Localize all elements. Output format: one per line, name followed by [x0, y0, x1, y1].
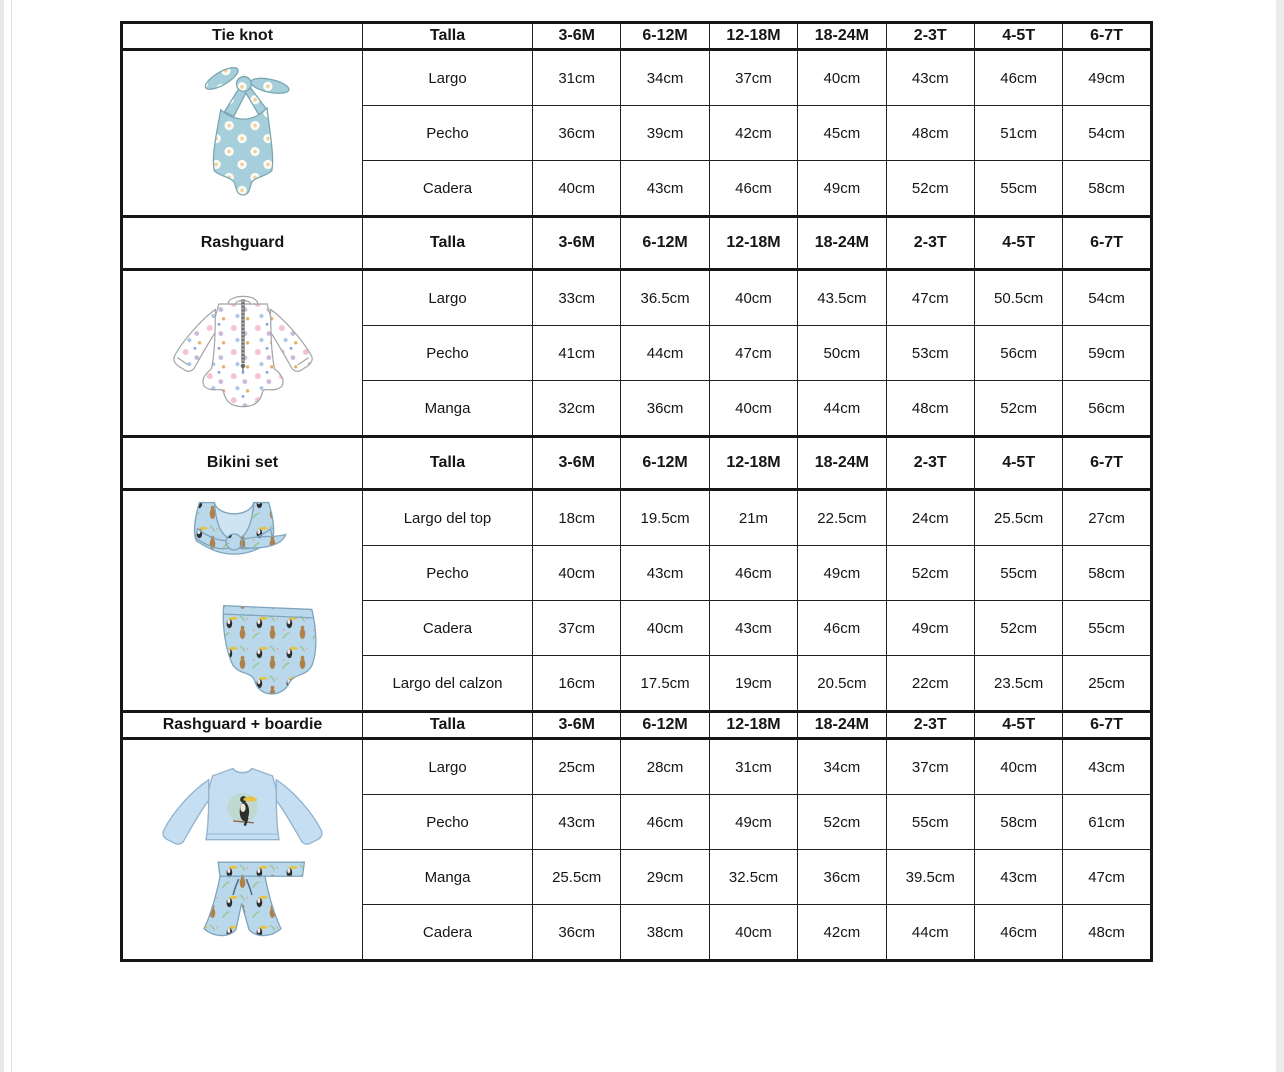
measurement-value: 32.5cm	[709, 850, 797, 905]
measurement-value: 46cm	[621, 795, 709, 850]
section-header-row	[122, 437, 1152, 490]
section-header-row	[122, 23, 1152, 50]
measurement-value: 25.5cm	[533, 850, 621, 905]
measurement-value: 58cm	[974, 795, 1062, 850]
measurement-value: 40cm	[974, 739, 1062, 795]
size-column-header: 6-12M	[621, 712, 709, 739]
size-column-header: 3-6M	[533, 437, 621, 490]
rashguard-boardie-set-illustration	[130, 741, 355, 959]
measurement-value: 49cm	[798, 546, 886, 601]
measurement-value: 27cm	[1063, 490, 1151, 546]
measurement-value: 29cm	[621, 850, 709, 905]
measurement-value: 44cm	[621, 326, 709, 381]
size-label-header: Talla	[363, 437, 533, 490]
measurement-value: 21m	[709, 490, 797, 546]
measurement-value: 50cm	[798, 326, 886, 381]
measurement-row	[122, 739, 1152, 795]
measurement-value: 19cm	[709, 656, 797, 712]
measurement-value: 24cm	[886, 490, 974, 546]
measurement-value: 54cm	[1063, 106, 1151, 161]
measurement-label: Largo	[363, 50, 533, 106]
section-header-row	[122, 712, 1152, 739]
measurement-value: 51cm	[974, 106, 1062, 161]
size-column-header: 6-12M	[621, 23, 709, 50]
size-column-header: 4-5T	[974, 712, 1062, 739]
product-name: Bikini set	[122, 437, 363, 490]
measurement-value: 43cm	[974, 850, 1062, 905]
size-column-header: 2-3T	[886, 712, 974, 739]
measurement-value: 43cm	[621, 161, 709, 217]
product-name: Rashguard + boardie	[122, 712, 363, 739]
size-column-header: 18-24M	[798, 23, 886, 50]
measurement-value: 52cm	[974, 381, 1062, 437]
size-column-header: 2-3T	[886, 437, 974, 490]
page-left-margin-line	[11, 0, 12, 1072]
measurement-label: Largo del calzon	[363, 656, 533, 712]
measurement-value: 16cm	[533, 656, 621, 712]
measurement-value: 58cm	[1063, 161, 1151, 217]
measurement-value: 23.5cm	[974, 656, 1062, 712]
bikini-set-illustration	[122, 490, 363, 712]
measurement-label: Cadera	[363, 601, 533, 656]
measurement-value: 37cm	[709, 50, 797, 106]
measurement-value: 40cm	[709, 270, 797, 326]
measurement-value: 39.5cm	[886, 850, 974, 905]
measurement-value: 22.5cm	[798, 490, 886, 546]
measurement-value: 32cm	[533, 381, 621, 437]
rashguard-swimsuit-illustration	[122, 270, 363, 437]
tie-knot-swimsuit-illustration	[132, 53, 354, 213]
measurement-value: 50.5cm	[974, 270, 1062, 326]
measurement-value: 36cm	[798, 850, 886, 905]
page-left-edge	[0, 0, 4, 1072]
measurement-value: 43cm	[1063, 739, 1151, 795]
measurement-label: Manga	[363, 381, 533, 437]
measurement-value: 36cm	[621, 381, 709, 437]
measurement-value: 40cm	[533, 546, 621, 601]
size-label-header: Talla	[363, 217, 533, 270]
size-chart-body	[122, 23, 1152, 961]
measurement-value: 46cm	[974, 905, 1062, 961]
measurement-value: 58cm	[1063, 546, 1151, 601]
measurement-value: 40cm	[709, 381, 797, 437]
measurement-value: 40cm	[533, 161, 621, 217]
size-label-header: Talla	[363, 23, 533, 50]
measurement-value: 56cm	[974, 326, 1062, 381]
measurement-value: 40cm	[709, 905, 797, 961]
measurement-value: 28cm	[621, 739, 709, 795]
measurement-value: 46cm	[798, 601, 886, 656]
measurement-value: 37cm	[533, 601, 621, 656]
size-column-header: 6-7T	[1063, 437, 1151, 490]
measurement-label: Cadera	[363, 905, 533, 961]
measurement-value: 61cm	[1063, 795, 1151, 850]
measurement-value: 25cm	[533, 739, 621, 795]
measurement-value: 45cm	[798, 106, 886, 161]
size-column-header: 4-5T	[974, 437, 1062, 490]
product-name: Rashguard	[122, 217, 363, 270]
measurement-value: 55cm	[974, 546, 1062, 601]
measurement-label: Pecho	[363, 326, 533, 381]
measurement-value: 47cm	[709, 326, 797, 381]
size-column-header: 2-3T	[886, 217, 974, 270]
section-header-row	[122, 217, 1152, 270]
measurement-value: 52cm	[886, 546, 974, 601]
measurement-value: 36.5cm	[621, 270, 709, 326]
measurement-value: 43cm	[533, 795, 621, 850]
measurement-value: 49cm	[798, 161, 886, 217]
measurement-value: 54cm	[1063, 270, 1151, 326]
size-chart-table	[120, 21, 1153, 962]
measurement-value: 49cm	[886, 601, 974, 656]
measurement-value: 52cm	[886, 161, 974, 217]
measurement-value: 41cm	[533, 326, 621, 381]
measurement-value: 31cm	[709, 739, 797, 795]
measurement-value: 48cm	[886, 381, 974, 437]
measurement-value: 42cm	[798, 905, 886, 961]
measurement-value: 25cm	[1063, 656, 1151, 712]
measurement-value: 40cm	[621, 601, 709, 656]
product-name: Tie knot	[122, 23, 363, 50]
measurement-value: 20.5cm	[798, 656, 886, 712]
measurement-label: Pecho	[363, 795, 533, 850]
measurement-value: 36cm	[533, 905, 621, 961]
tie-knot-swimsuit-illustration	[122, 50, 363, 217]
measurement-value: 36cm	[533, 106, 621, 161]
measurement-value: 44cm	[886, 905, 974, 961]
size-column-header: 6-12M	[621, 437, 709, 490]
measurement-value: 38cm	[621, 905, 709, 961]
size-column-header: 3-6M	[533, 217, 621, 270]
measurement-value: 47cm	[886, 270, 974, 326]
measurement-value: 48cm	[1063, 905, 1151, 961]
measurement-value: 44cm	[798, 381, 886, 437]
size-label-header: Talla	[363, 712, 533, 739]
measurement-row	[122, 490, 1152, 546]
measurement-value: 34cm	[621, 50, 709, 106]
size-column-header: 6-12M	[621, 217, 709, 270]
size-column-header: 12-18M	[709, 23, 797, 50]
measurement-value: 49cm	[709, 795, 797, 850]
measurement-value: 37cm	[886, 739, 974, 795]
size-column-header: 6-7T	[1063, 23, 1151, 50]
measurement-value: 46cm	[709, 546, 797, 601]
page-right-edge	[1276, 0, 1284, 1072]
rashguard-swimsuit-illustration	[132, 273, 354, 433]
size-column-header: 6-7T	[1063, 217, 1151, 270]
measurement-value: 19.5cm	[621, 490, 709, 546]
measurement-value: 47cm	[1063, 850, 1151, 905]
measurement-value: 46cm	[974, 50, 1062, 106]
size-column-header: 4-5T	[974, 23, 1062, 50]
measurement-value: 40cm	[798, 50, 886, 106]
measurement-value: 43cm	[621, 546, 709, 601]
size-column-header: 12-18M	[709, 712, 797, 739]
size-column-header: 2-3T	[886, 23, 974, 50]
measurement-label: Pecho	[363, 546, 533, 601]
measurement-value: 25.5cm	[974, 490, 1062, 546]
measurement-value: 49cm	[1063, 50, 1151, 106]
measurement-value: 59cm	[1063, 326, 1151, 381]
measurement-value: 48cm	[886, 106, 974, 161]
measurement-value: 43cm	[709, 601, 797, 656]
measurement-row	[122, 270, 1152, 326]
measurement-value: 52cm	[974, 601, 1062, 656]
size-column-header: 18-24M	[798, 437, 886, 490]
measurement-value: 39cm	[621, 106, 709, 161]
measurement-value: 55cm	[886, 795, 974, 850]
size-column-header: 4-5T	[974, 217, 1062, 270]
size-column-header: 12-18M	[709, 217, 797, 270]
measurement-value: 56cm	[1063, 381, 1151, 437]
measurement-value: 17.5cm	[621, 656, 709, 712]
measurement-label: Pecho	[363, 106, 533, 161]
measurement-value: 46cm	[709, 161, 797, 217]
measurement-value: 18cm	[533, 490, 621, 546]
measurement-value: 53cm	[886, 326, 974, 381]
size-column-header: 18-24M	[798, 217, 886, 270]
measurement-value: 31cm	[533, 50, 621, 106]
measurement-label: Largo	[363, 270, 533, 326]
measurement-value: 34cm	[798, 739, 886, 795]
measurement-row	[122, 50, 1152, 106]
measurement-value: 42cm	[709, 106, 797, 161]
bikini-set-illustration	[130, 492, 355, 710]
measurement-value: 55cm	[1063, 601, 1151, 656]
measurement-label: Largo	[363, 739, 533, 795]
size-column-header: 3-6M	[533, 712, 621, 739]
measurement-label: Manga	[363, 850, 533, 905]
measurement-label: Largo del top	[363, 490, 533, 546]
measurement-value: 55cm	[974, 161, 1062, 217]
measurement-value: 22cm	[886, 656, 974, 712]
measurement-value: 52cm	[798, 795, 886, 850]
measurement-value: 43.5cm	[798, 270, 886, 326]
measurement-label: Cadera	[363, 161, 533, 217]
size-column-header: 18-24M	[798, 712, 886, 739]
size-column-header: 12-18M	[709, 437, 797, 490]
size-column-header: 3-6M	[533, 23, 621, 50]
measurement-value: 33cm	[533, 270, 621, 326]
size-column-header: 6-7T	[1063, 712, 1151, 739]
rashguard-boardie-set-illustration	[122, 739, 363, 961]
measurement-value: 43cm	[886, 50, 974, 106]
